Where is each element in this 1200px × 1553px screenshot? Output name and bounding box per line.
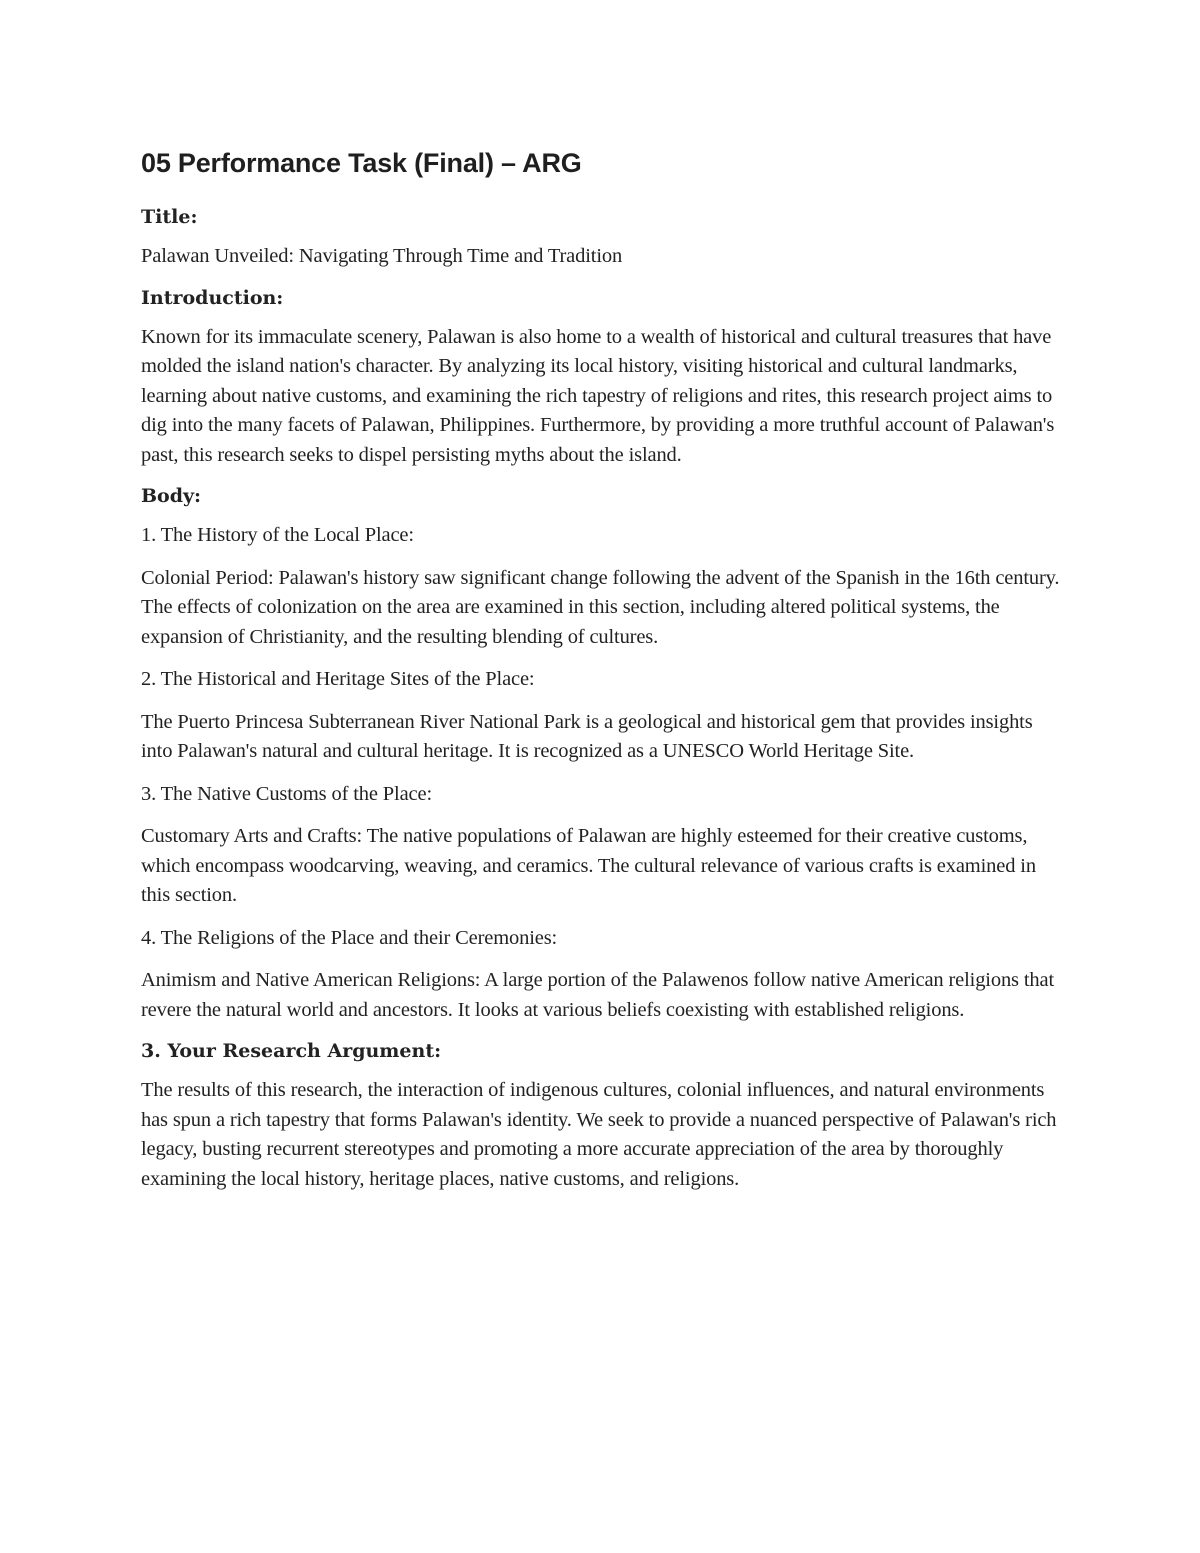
document-content bbox=[141, 140, 1066, 1207]
section-heading: 1. The History of the Local Place: bbox=[141, 524, 414, 546]
document-title: 05 Performance Task (Final) – ARG bbox=[141, 148, 582, 178]
section-text: Colonial Period: Palawan's history saw significant change following the advent of the Spanish in the 16th century. The effects of colonization on the area are examined in this section, including altered political systems, the expansion of Christianity, and the resulting blending of cultures. bbox=[141, 566, 1060, 648]
title-text: Palawan Unveiled: Navigating Through Time and Tradition bbox=[141, 245, 623, 267]
section-heading: 4. The Religions of the Place and their Ceremonies: bbox=[141, 926, 558, 949]
title-label: Title: bbox=[141, 206, 198, 228]
section-text: Customary Arts and Crafts: The native populations of Palawan are highly esteemed for their creative customs, which encompass woodcarving, weaving, and ceramics. The cultural relevance of various crafts is examined in this section. bbox=[141, 825, 1036, 906]
section-heading: 3. The Native Customs of the Place: bbox=[141, 782, 432, 805]
introduction-label: Introduction: bbox=[141, 286, 284, 309]
section-text: Animism and Native American Religions: A large portion of the Palawenos follow native American religions that revere the natural world and ancestors. It looks at various beliefs coexisting with established religions. bbox=[141, 969, 1054, 1021]
body-label: Body: bbox=[141, 485, 202, 507]
section-heading: 2. The Historical and Heritage Sites of the Place: bbox=[141, 668, 535, 690]
argument-label: 3. Your Research Argument: bbox=[141, 1040, 442, 1062]
argument-text: The results of this research, the interaction of indigenous cultures, colonial influences, and natural environments has spun a rich tapestry that forms Palawan's identity. We seek to provide a nuanced perspective of Palawan's rich legacy, busting recurrent stereotypes and promoting a more accurate appreciation of the area by thoroughly examining the local history, heritage places, native customs, and religions. bbox=[141, 1079, 1057, 1190]
section-text: The Puerto Princesa Subterranean River National Park is a geological and historical gem that provides insights into Palawan's natural and cultural heritage. It is recognized as a UNESCO World Heritage Site. bbox=[141, 710, 1033, 762]
introduction-text: Known for its immaculate scenery, Palawan is also home to a wealth of historical and cultural treasures that have molded the island nation's character. By analyzing its local history, visiting historical and cultural landmarks, learning about native customs, and examining the rich tapestry of religions and rites, this research project aims to dig into the many facets of Palawan, Philippines. Furthermore, by providing a more truthful account of Palawan's past, this research seeks to dispel persisting myths about the island. bbox=[141, 325, 1055, 466]
